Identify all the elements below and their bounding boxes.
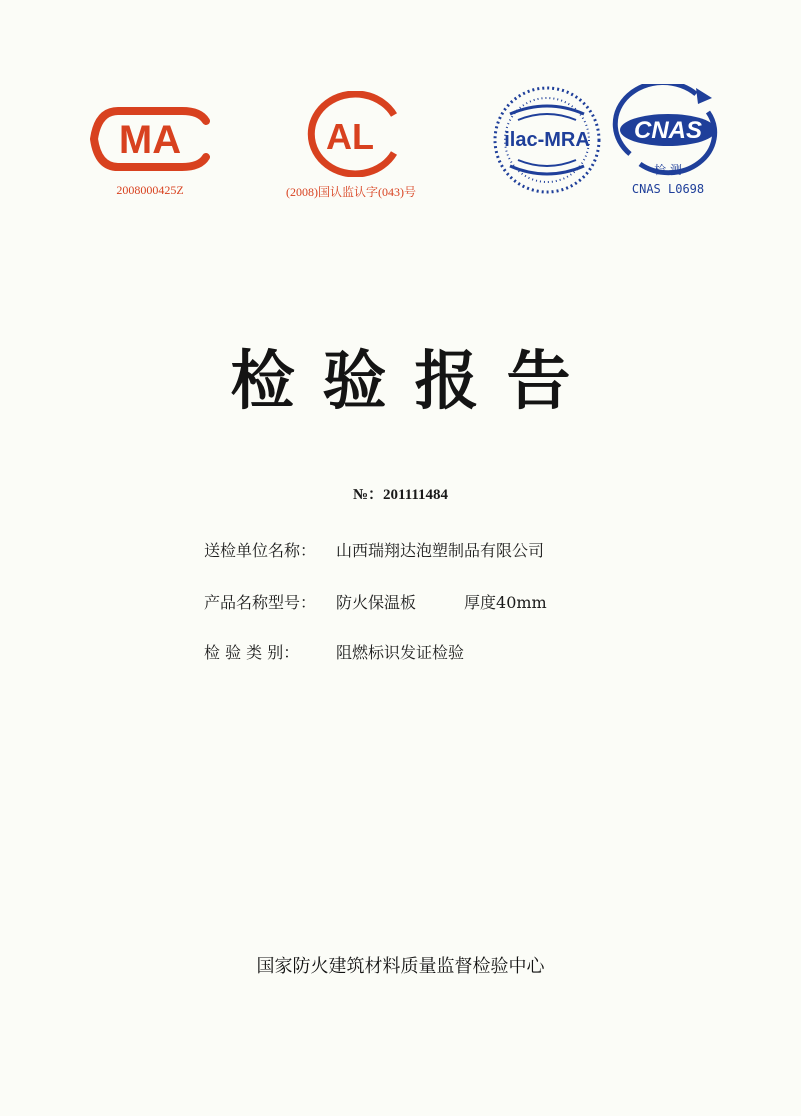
product-thickness: 厚度40mm [464,593,547,612]
product-label: 产品名称型号： [204,593,317,612]
inspection-type-field [204,640,464,663]
cma-mark: MA [118,118,182,162]
cnas-mark: CNAS [633,117,703,144]
issuing-organization: 国家防火建筑材料质量监督检验中心 [256,956,545,977]
cma-logo [88,103,212,175]
ilac-mra-logo [488,84,606,196]
cma-code: 2008000425Z [116,183,184,197]
cal-mark: AL [326,116,374,157]
client-label: 送检单位名称： [204,541,317,560]
cnas-code: CNAS L0698 [631,182,705,196]
product-field [204,590,547,613]
cal-code: (2008)国认监认字(043)号 [286,185,416,199]
inspection-type-value: 阻燃标识发证检验 [336,643,465,662]
cal-logo [298,91,404,177]
cnas-logo [612,84,724,176]
cnas-sub: 检 测 [654,163,682,176]
client-field [204,538,544,561]
client-value: 山西瑞翔达泡塑制品有限公司 [336,541,545,560]
report-title: 检验报告 [230,345,599,419]
ilac-mra-text: ilac-MRA [504,129,590,151]
inspection-type-label: 检 验 类 别： [204,643,300,662]
product-value: 防火保温板 [336,593,417,612]
report-number: №：201111484 [352,487,449,503]
